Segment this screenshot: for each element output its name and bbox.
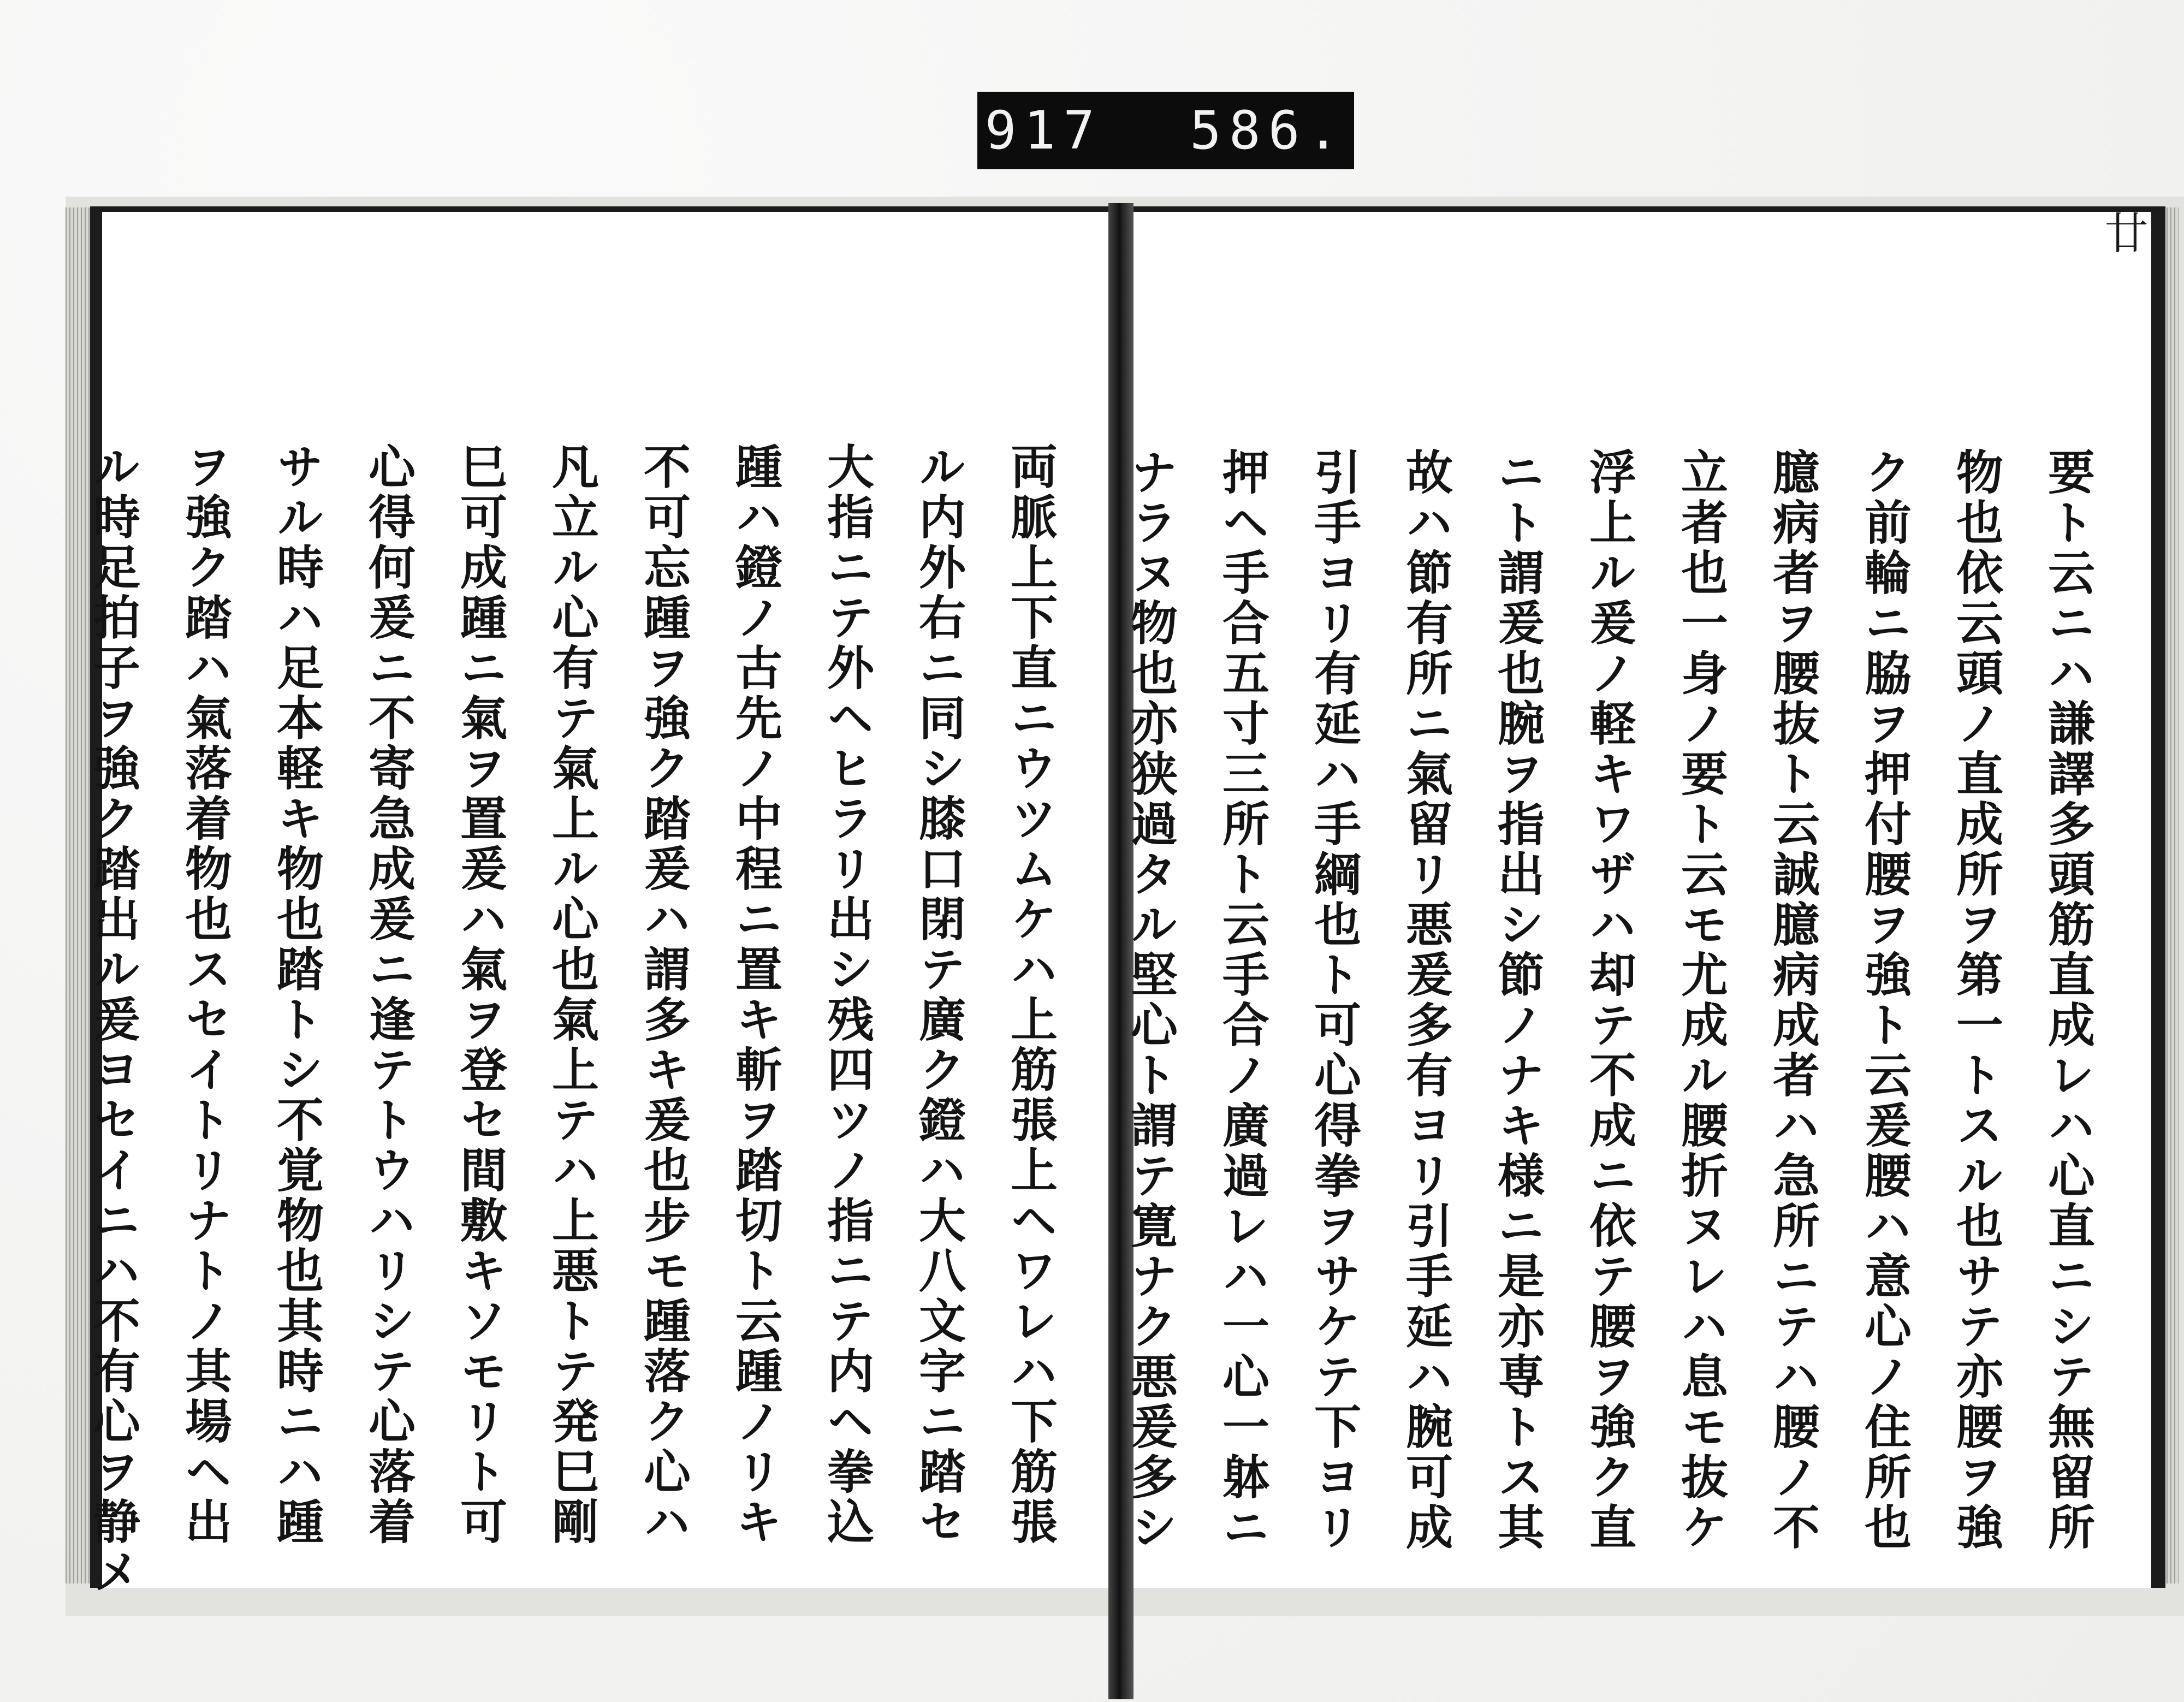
page-folio-mark: 廿 bbox=[2097, 210, 2148, 254]
text-column: 引手ヨリ有延ハ手綱也ト可心得拳ヲサケテ下ヨリ bbox=[1306, 448, 1361, 1553]
text-column: 浮上ル爰ノ軽キワザハ却テ不成ニ依テ腰ヲ強ク直 bbox=[1581, 448, 1636, 1553]
text-column: ル内外右ニ同シ膝口閉テ廣ク鐙ハ大八文字ニ踏セ bbox=[911, 442, 966, 1547]
text-column: ク前輪ニ脇ヲ押付腰ヲ強ト云爰腰ハ意心ノ住所也 bbox=[1856, 448, 1912, 1553]
text-column: 大指ニテ外ヘヒラリ出シ残四ツノ指ニテ内ヘ拳込 bbox=[819, 442, 874, 1547]
catalog-number-2: 586. bbox=[1190, 100, 1347, 161]
text-column: 心得何爰ニ不寄急成爰ニ逢テトウハリシテ心落着 bbox=[360, 442, 416, 1547]
right-page-text bbox=[1123, 448, 2113, 1553]
catalog-number-1: 917 bbox=[984, 100, 1103, 161]
text-column: 物也依云頭ノ直成所ヲ第一トスル也サテ亦腰ヲ強 bbox=[1948, 448, 2003, 1553]
text-column: 要ト云ニハ謙譯多頭筋直成レハ心直ニシテ無留所 bbox=[2040, 448, 2095, 1553]
text-column: ナラヌ物也亦狭過タル堅心ト謂テ寛ナク悪爰多シ bbox=[1123, 448, 1178, 1553]
text-column: 押ヘ手合五寸三所ト云手合ノ廣過レハ一心一躰ニ bbox=[1214, 448, 1269, 1553]
catalog-number-label bbox=[977, 92, 1354, 169]
text-column: ニト謂爰也腕ヲ指出シ節ノナキ様ニ是亦専トス其 bbox=[1489, 448, 1545, 1553]
text-column: ヲ強ク踏ハ氣落着物也スセイトリナトノ其場ヘ出 bbox=[177, 442, 232, 1547]
text-column: 踵ハ鐙ノ古先ノ中程ニ置キ斬ヲ踏切ト云踵ノリキ bbox=[727, 442, 782, 1547]
text-column: 凡立ル心有テ氣上ル心也氣上テハ上悪トテ発巳剛 bbox=[544, 442, 599, 1547]
text-column: 立者也一身ノ要ト云モ尤成ル腰折ヌレハ息モ抜ケ bbox=[1673, 448, 1728, 1553]
text-column: ル時足拍子ヲ強ク踏出ル爰ヨセイニハ不有心ヲ静メ bbox=[85, 442, 140, 1598]
left-page-text bbox=[85, 442, 1076, 1598]
text-column: 不可忘踵ヲ強ク踏爰ハ謂多キ爰也步モ踵落ク心ハ bbox=[636, 442, 691, 1547]
text-column: サル時ハ足本軽キ物也踏トシ不覚物也其時ニハ踵 bbox=[269, 442, 324, 1547]
text-column: 両脈上下直ニウツムケハ上筋張上ヘワレハ下筋張 bbox=[1002, 442, 1058, 1547]
text-column: 臆病者ヲ腰抜ト云誠臆病成者ハ急所ニテハ腰ノ不 bbox=[1765, 448, 1820, 1553]
text-column: 巳可成踵ニ氣ヲ置爰ハ氣ヲ登セ間敷キソモリト可 bbox=[452, 442, 507, 1547]
text-column: 故ハ節有所ニ氣留リ悪爰多有ヨリ引手延ハ腕可成 bbox=[1398, 448, 1453, 1553]
